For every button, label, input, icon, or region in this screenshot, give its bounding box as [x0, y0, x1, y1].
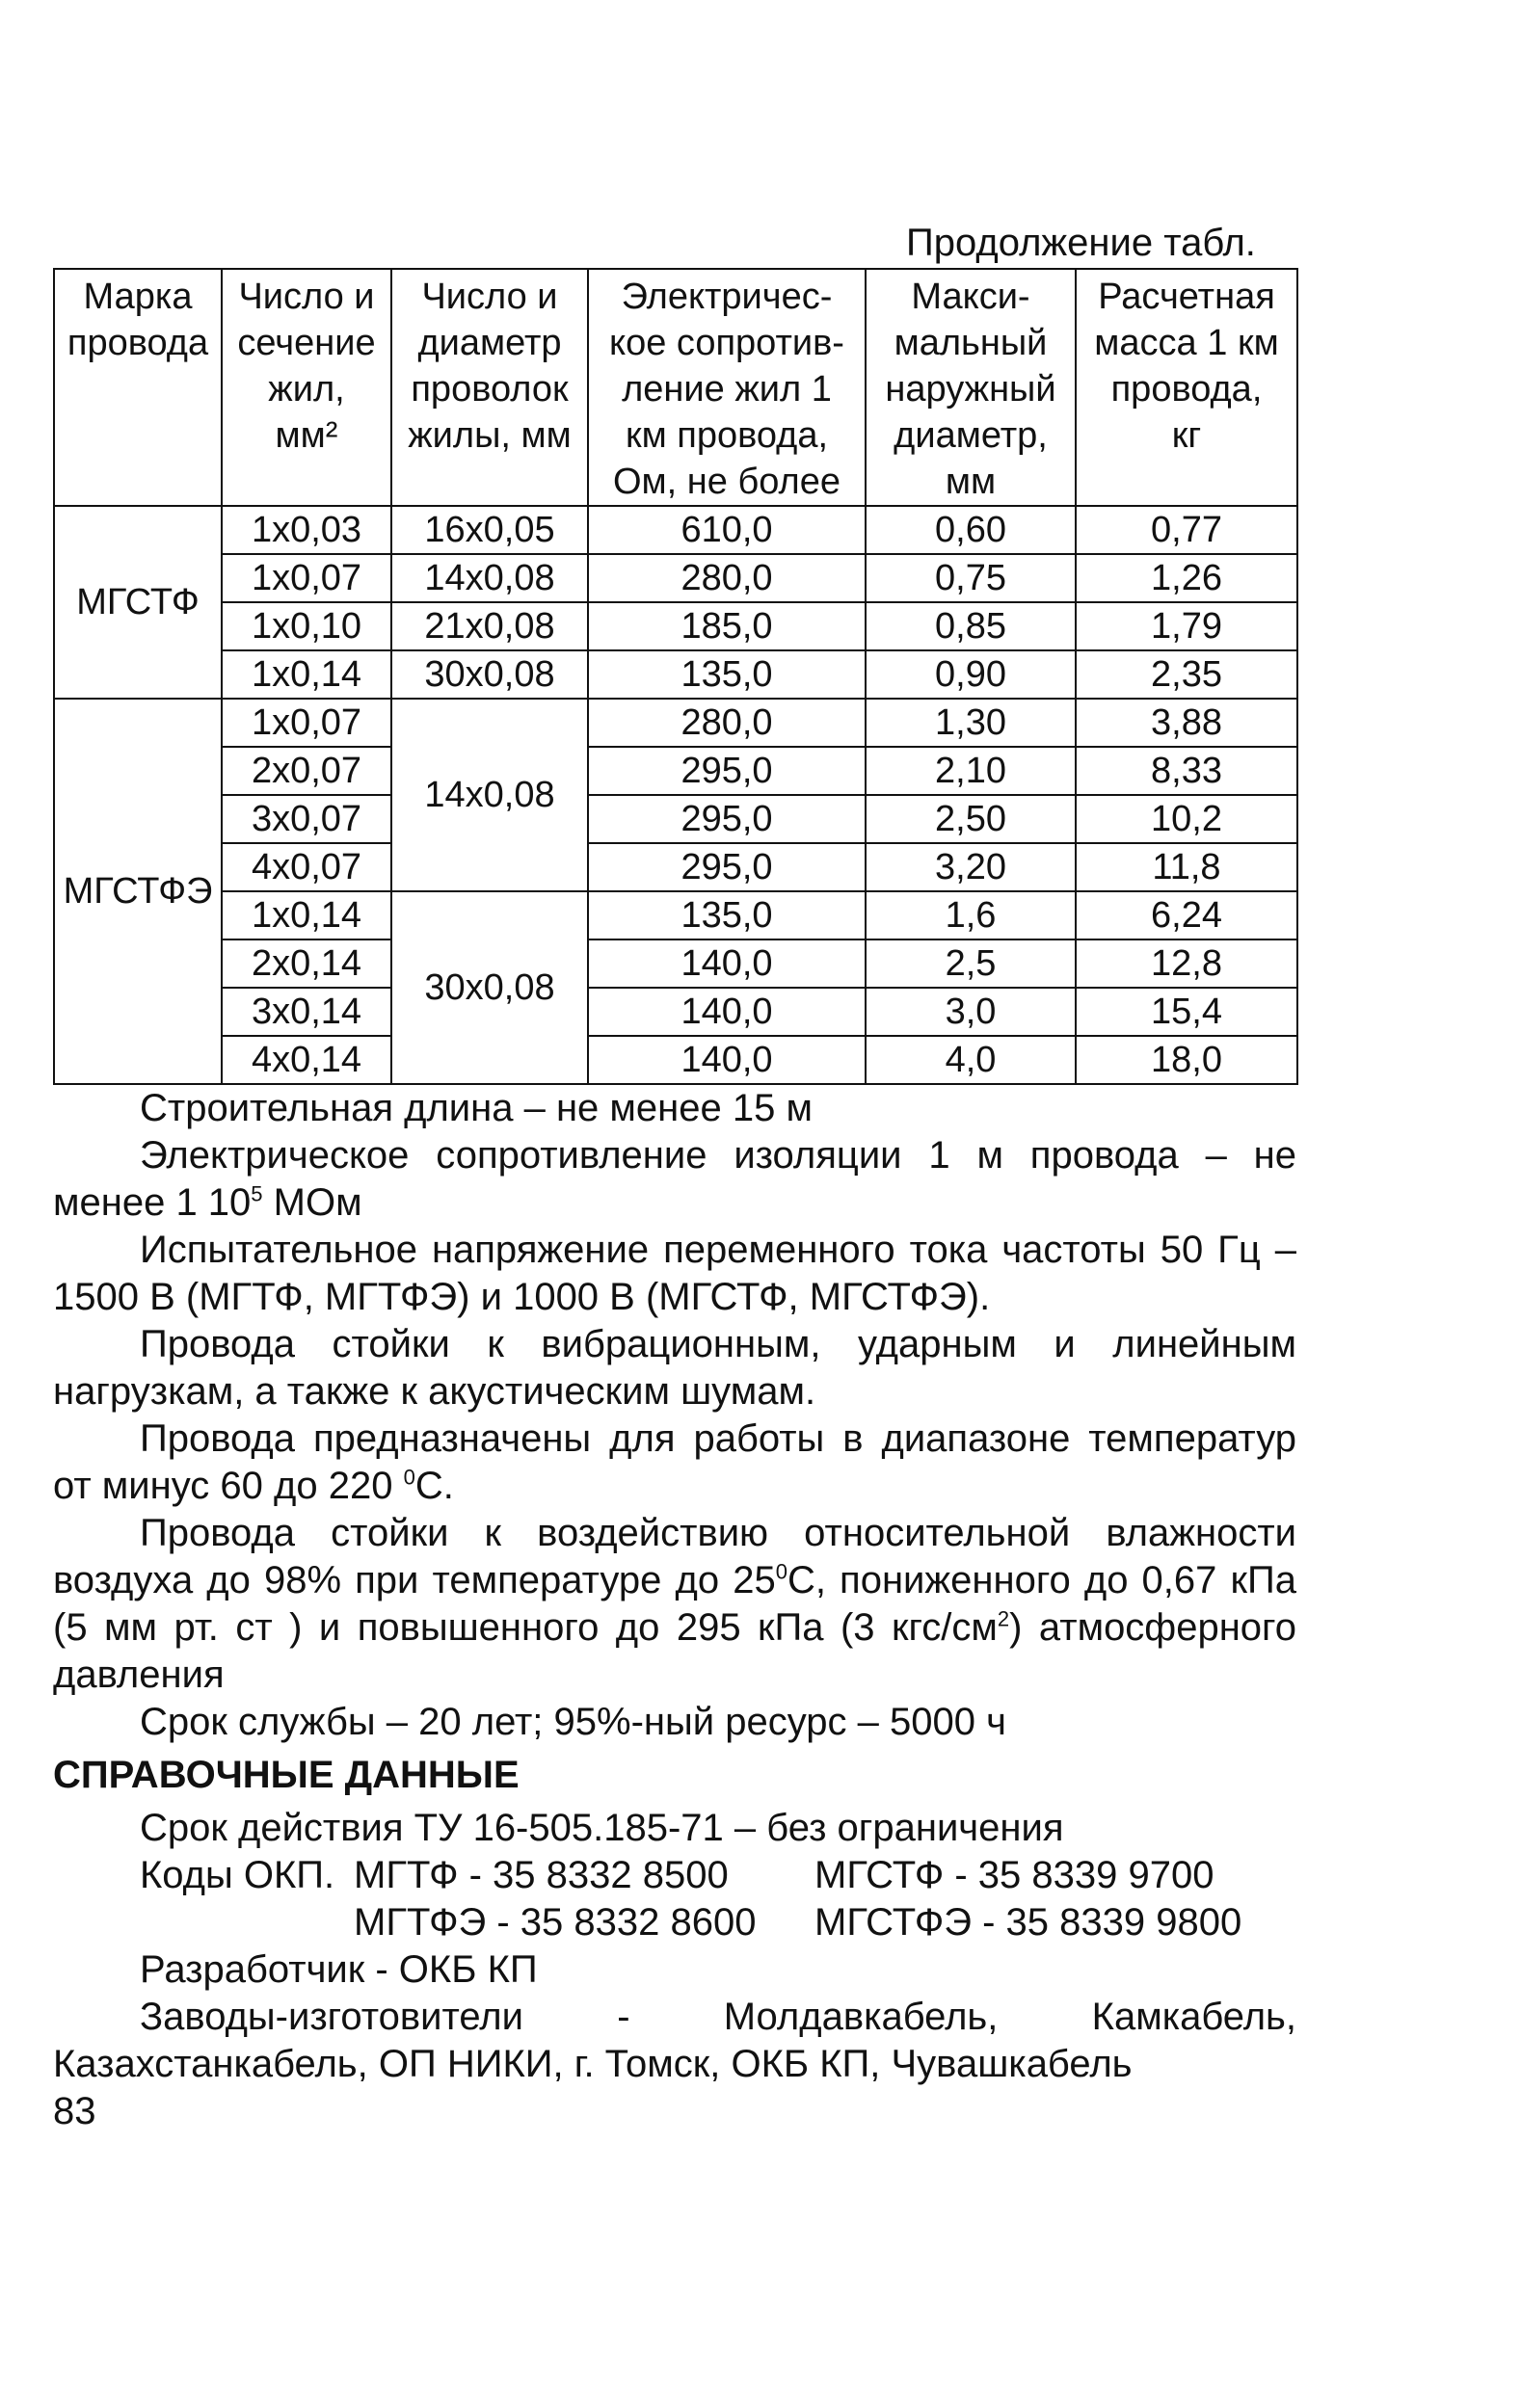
table-row: [54, 891, 1297, 939]
paragraph-validity: Срок действия ТУ 16-505.185-71 – без ограничения: [140, 1807, 1064, 1849]
resistance-cell: 295,0: [588, 747, 866, 795]
header-line: кое сопротив-: [609, 323, 844, 363]
code-mgtfe: МГТФЭ - 35 8332 8600: [354, 1901, 757, 1944]
resistance-cell: 140,0: [588, 1036, 866, 1084]
resistance-cell: 185,0: [588, 602, 866, 650]
paragraph-humidity: [53, 1510, 1296, 1699]
header-line: кг: [1171, 415, 1202, 456]
section-cell: 1х0,07: [222, 699, 391, 747]
section-cell: 4х0,14: [222, 1036, 391, 1084]
mass-cell: 3,88: [1076, 699, 1297, 747]
table-caption: Продолжение табл.: [906, 222, 1256, 264]
header-resistance: [588, 269, 866, 506]
resistance-cell: 280,0: [588, 699, 866, 747]
codes-label: Коды ОКП.: [140, 1854, 335, 1896]
header-section: [222, 269, 391, 506]
table-row: [54, 506, 1297, 554]
wire-cell: 14х0,08: [391, 699, 588, 891]
mass-cell: 10,2: [1076, 795, 1297, 843]
resistance-cell: 135,0: [588, 891, 866, 939]
header-line: Марка: [83, 277, 193, 317]
superscript: 5: [251, 1181, 263, 1206]
header-mass: [1076, 269, 1297, 506]
brand-cell: МГСТФЭ: [54, 699, 222, 1084]
header-line: Ом, не более: [613, 462, 841, 502]
paragraph-vibration: Провода стойки к вибрационным, ударным и линейным нагрузкам, а также к акустическим шумам.: [53, 1323, 1296, 1413]
table-row: [54, 602, 1297, 650]
text-span: ) атмосферного давления: [53, 1606, 1297, 1696]
section-cell: 2х0,07: [222, 747, 391, 795]
paragraph-insulation-resistance: [53, 1132, 1296, 1227]
wire-cell: 16х0,05: [391, 506, 588, 554]
diameter-cell: 3,0: [866, 988, 1076, 1036]
header-line: Число и: [421, 277, 558, 317]
paragraph-developer: Разработчик - ОКБ КП: [140, 1948, 538, 1991]
text-span: Провода предназначены для работы в диапазоне температур от минус 60 до 220: [53, 1417, 1296, 1507]
diameter-cell: 0,90: [866, 650, 1076, 699]
wire-cell: 30х0,08: [391, 650, 588, 699]
header-line: сечение: [237, 323, 376, 363]
mass-cell: 8,33: [1076, 747, 1297, 795]
table-row: [54, 988, 1297, 1036]
diameter-cell: 1,6: [866, 891, 1076, 939]
mass-cell: 11,8: [1076, 843, 1297, 891]
section-heading: СПРАВОЧНЫЕ ДАННЫЕ: [53, 1754, 520, 1796]
code-mgstf: МГСТФ - 35 8339 9700: [814, 1854, 1214, 1896]
text-span: Электрическое сопротивление изоляции 1 м провода – не менее 1 10: [53, 1134, 1296, 1224]
diameter-cell: 2,50: [866, 795, 1076, 843]
resistance-cell: 280,0: [588, 554, 866, 602]
resistance-cell: 610,0: [588, 506, 866, 554]
text-span: Провода стойки к воздействию относительной влажности воздуха до 98% при температуре до 25: [53, 1512, 1296, 1601]
header-line: провода,: [1110, 369, 1263, 410]
mass-cell: 18,0: [1076, 1036, 1297, 1084]
resistance-cell: 295,0: [588, 795, 866, 843]
wire-cell: 14х0,08: [391, 554, 588, 602]
mass-cell: 6,24: [1076, 891, 1297, 939]
wire-cell: 21х0,08: [391, 602, 588, 650]
header-line: Расчетная: [1098, 277, 1275, 317]
table-row: [54, 939, 1297, 988]
diameter-cell: 3,20: [866, 843, 1076, 891]
mass-cell: 2,35: [1076, 650, 1297, 699]
resistance-cell: 295,0: [588, 843, 866, 891]
diameter-cell: 4,0: [866, 1036, 1076, 1084]
section-cell: 1х0,10: [222, 602, 391, 650]
code-mgstfe: МГСТФЭ - 35 8339 9800: [814, 1901, 1242, 1944]
mass-cell: 1,79: [1076, 602, 1297, 650]
header-line: масса 1 км: [1094, 323, 1279, 363]
wire-cell: 30х0,08: [391, 891, 588, 1084]
diameter-cell: 2,10: [866, 747, 1076, 795]
table-row: [54, 650, 1297, 699]
table-row: [54, 747, 1297, 795]
section-cell: 4х0,07: [222, 843, 391, 891]
header-wire: [391, 269, 588, 506]
resistance-cell: 140,0: [588, 939, 866, 988]
paragraph-manufacturers: Заводы-изготовители - Молдавкабель, Камкабель, Казахстанкабель, ОП НИКИ, г. Томск, ОКБ КП, Чувашкабель: [53, 1996, 1296, 2085]
header-line: Электричес-: [621, 277, 833, 317]
section-cell: 1х0,03: [222, 506, 391, 554]
brand-cell: МГСТФ: [54, 506, 222, 699]
text-span: С.: [414, 1465, 454, 1507]
header-line: проволок: [411, 369, 569, 410]
paragraph-temperature: [53, 1416, 1296, 1510]
header-line: мальный: [894, 323, 1048, 363]
diameter-cell: 1,30: [866, 699, 1076, 747]
header-line: наружный: [885, 369, 1056, 410]
paragraph-length: Строительная длина – не менее 15 м: [140, 1087, 813, 1129]
section-cell: 3х0,14: [222, 988, 391, 1036]
okp-codes: [53, 1852, 1296, 1946]
table-row: [54, 554, 1297, 602]
paragraph-service-life: Срок службы – 20 лет; 95%-ный ресурс – 5000 ч: [140, 1701, 1006, 1743]
section-cell: 2х0,14: [222, 939, 391, 988]
header-line: диаметр,: [894, 415, 1048, 456]
resistance-cell: 135,0: [588, 650, 866, 699]
table-header-row: [54, 269, 1297, 506]
section-cell: 1х0,07: [222, 554, 391, 602]
table-row: [54, 699, 1297, 747]
header-line: провода: [67, 323, 209, 363]
table-row: [54, 795, 1297, 843]
header-diameter: [866, 269, 1076, 506]
diameter-cell: 0,75: [866, 554, 1076, 602]
header-line: диаметр: [417, 323, 562, 363]
text-span: МОм: [262, 1181, 362, 1224]
header-line: Макси-: [911, 277, 1030, 317]
mass-cell: 1,26: [1076, 554, 1297, 602]
table-row: [54, 843, 1297, 891]
header-brand: [54, 269, 222, 506]
diameter-cell: 0,85: [866, 602, 1076, 650]
table-row: [54, 1036, 1297, 1084]
header-line: км провода,: [625, 415, 829, 456]
superscript: 0: [775, 1559, 787, 1584]
header-line: Число и: [238, 277, 375, 317]
header-line: ление жил 1: [622, 369, 832, 410]
diameter-cell: 0,60: [866, 506, 1076, 554]
diameter-cell: 2,5: [866, 939, 1076, 988]
header-line: жилы, мм: [408, 415, 572, 456]
code-mgtf: МГТФ - 35 8332 8500: [354, 1854, 729, 1896]
text-span: С, пониженного до 0,67 кПа (5 мм рт. ст ) и повышенного до 295 кПа (3 кгс/см: [53, 1559, 1296, 1649]
page-number: 83: [53, 2090, 96, 2132]
header-line: мм: [945, 462, 997, 502]
specification-table: [53, 268, 1298, 1085]
body-text: [53, 1085, 1296, 2135]
mass-cell: 15,4: [1076, 988, 1297, 1036]
section-cell: 3х0,07: [222, 795, 391, 843]
mass-cell: 12,8: [1076, 939, 1297, 988]
header-line: мм²: [275, 415, 338, 456]
superscript: 2: [997, 1606, 1010, 1631]
superscript: 0: [403, 1465, 415, 1490]
resistance-cell: 140,0: [588, 988, 866, 1036]
section-cell: 1х0,14: [222, 650, 391, 699]
section-cell: 1х0,14: [222, 891, 391, 939]
header-line: жил,: [268, 369, 345, 410]
paragraph-test-voltage: Испытательное напряжение переменного тока частоты 50 Гц – 1500 В (МГТФ, МГТФЭ) и 1000 В (МГСТФ, МГСТФЭ).: [53, 1229, 1296, 1318]
mass-cell: 0,77: [1076, 506, 1297, 554]
